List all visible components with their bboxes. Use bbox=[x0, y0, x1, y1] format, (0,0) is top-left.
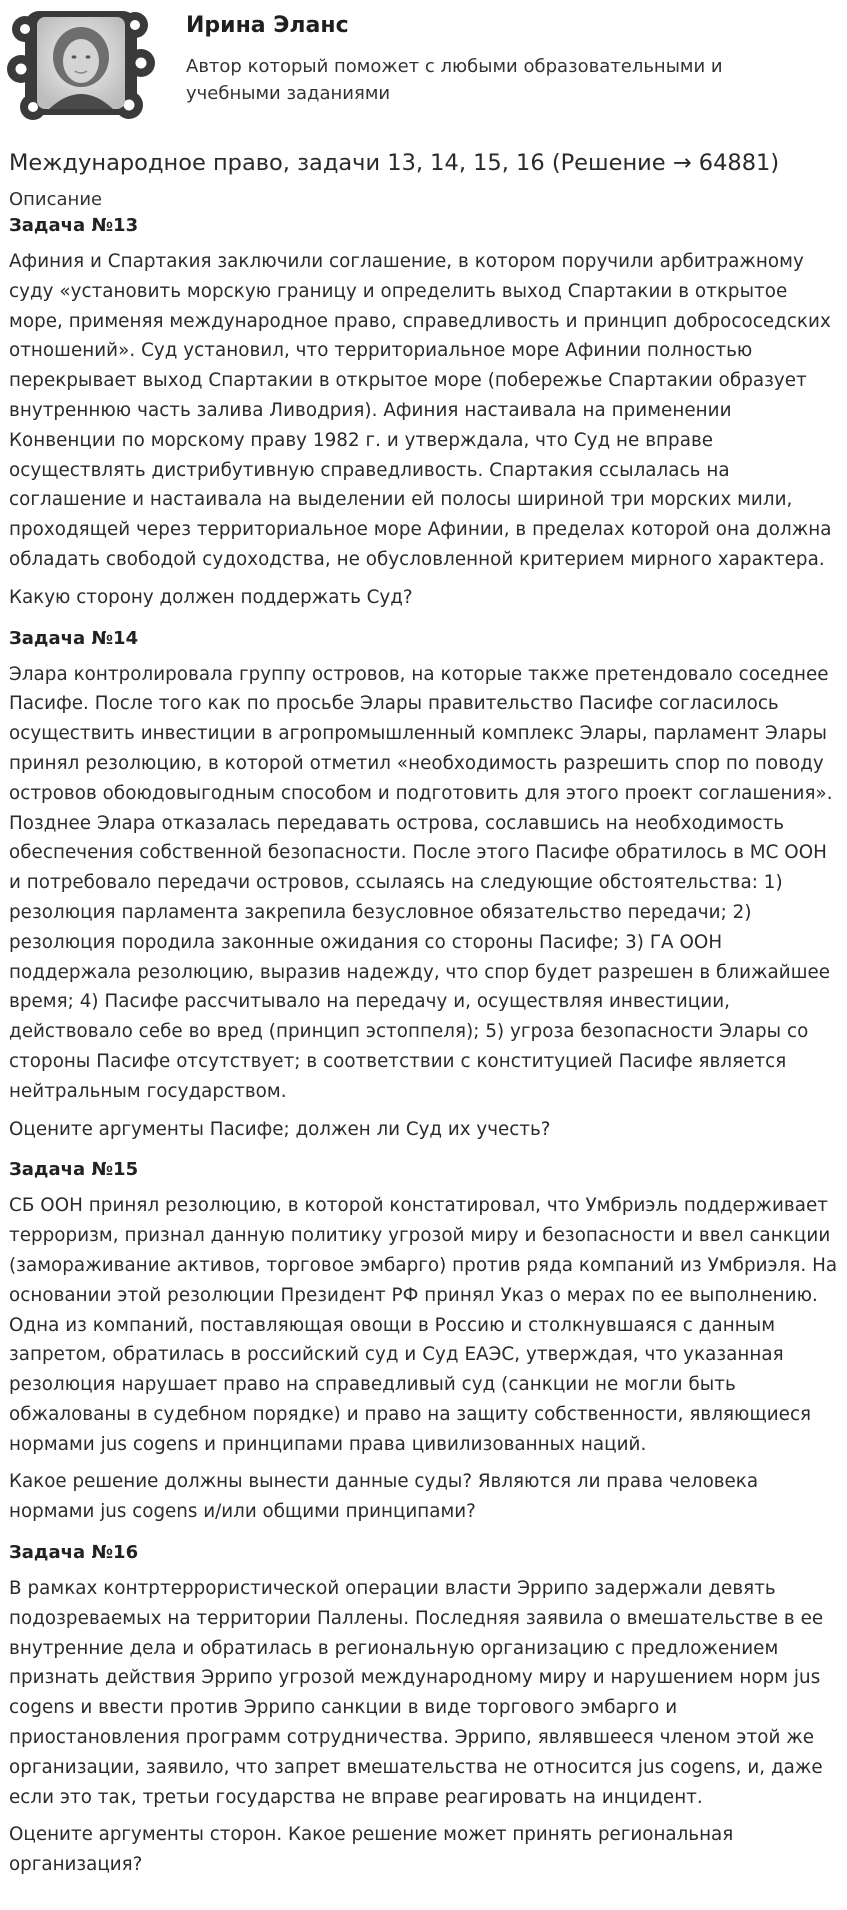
film-frame-avatar-icon bbox=[7, 7, 155, 125]
author-name[interactable]: Ирина Эланс bbox=[186, 13, 349, 38]
task-body: СБ ООН принял резолюцию, в которой констатировал, что Умбриэль поддерживает терроризм, признал данную политику угрозой миру и безопасности и ввел санкции (замораживание активов, торговое эмбарго) против ряда компаний из Умбриэля. На основании этой резолюции Президент РФ принял Указ о мерах по ее выполнению. Одна из компаний, поставляющая овощи в Россию и столкнувшаяся с данным запретом, обратилась в российский суд и Суд ЕАЭС, утверждая, что указанная резолюция нарушает право на справедливый суд (санкции не могли быть обжалованы в судебном порядке) и право на защиту собственности, являющиеся нормами jus cogens и принципами права цивилизованных наций. bbox=[9, 1195, 838, 1455]
task-body: Афиния и Спартакия заключили соглашение, в котором поручили арбитражному суду «установить морскую границу и определить выход Спартакии в открытое море, применяя международное право, справедливость и принцип добрососедских отношений». Суд установил, что территориальное море Афинии полностью перекрывает выход Спартакии в открытое море (побережье Спартакии образует внутреннюю часть залива Ливодрия). Афиния настаивала на применении Конвенции по морскому праву 1982 г. и утверждала, что Суд не вправе осуществлять дистрибутивную справедливость. Спартакия ссылалась на соглашение и настаивала на выделении ей полосы шириной три морских мили, проходящей через территориальное море Афинии, в пределах которой она должна обладать свободой судоходства, не обусловленной критерием мирного характера. bbox=[9, 251, 832, 570]
page-title: Международное право, задачи 13, 14, 15, 16 (Решение → 64881) bbox=[9, 150, 780, 176]
task-question: Оцените аргументы сторон. Какое решение может принять региональная организация? bbox=[9, 1824, 734, 1876]
task-question: Оцените аргументы Пасифе; должен ли Суд их учесть? bbox=[9, 1118, 551, 1140]
task-heading: Задача №14 bbox=[9, 627, 139, 649]
author-description: Автор который поможет с любыми образовательными и учебными заданиями bbox=[186, 56, 723, 104]
task-heading: Задача №13 bbox=[9, 215, 139, 236]
task-heading: Задача №15 bbox=[9, 1159, 139, 1181]
task-content bbox=[9, 187, 844, 1893]
task-13 bbox=[9, 213, 844, 613]
task-question: Какую сторону должен поддержать Суд? bbox=[9, 586, 413, 608]
task-15 bbox=[9, 1157, 844, 1527]
task-16 bbox=[9, 1540, 844, 1880]
author-header bbox=[0, 0, 847, 128]
author-avatar[interactable] bbox=[7, 7, 155, 125]
description-label: Описание bbox=[9, 189, 103, 210]
task-question: Какое решение должны вынести данные суды? Являются ли права человека нормами jus cogens и/или общими принципами? bbox=[9, 1471, 759, 1523]
task-14 bbox=[9, 626, 844, 1145]
task-body: Элара контролировала группу островов, на которые также претендовало соседнее Пасифе. После того как по просьбе Элары правительство Пасифе согласилось осуществить инвестиции в агропромышленный комплекс Элары, парламент Элары принял резолюцию, в которой отметил «необходимость разрешить спор по поводу островов обоюдовыгодным способом и подготовить для этого проект соглашения». Позднее Элара отказалась передавать острова, сославшись на необходимость обеспечения собственной безопасности. После этого Пасифе обратилось в МС ООН и потребовало передачи островов, ссылаясь на следующие обстоятельства: 1) резолюция парламента закрепила безусловное обязательство передачи; 2) резолюция породила законные ожидания со стороны Пасифе; 3) ГА ООН поддержала резолюцию, выразив надежду, что спор будет разрешен в ближайшее время; 4) Пасифе рассчитывало на передачу и, осуществляя инвестиции, действовало себе во вред (принцип эстоппеля); 5) угроза безопасности Элары со стороны Пасифе отсутствует; в соответствии с конституцией Пасифе является нейтральным государством. bbox=[9, 663, 833, 1102]
task-heading: Задача №16 bbox=[9, 1542, 139, 1564]
task-body: В рамках контртеррористической операции власти Эррипо задержали девять подозреваемых на территории Паллены. Последняя заявила о вмешательстве в ее внутренние дела и обратилась в региональную организацию с предложением признать действия Эррипо угрозой международному миру и нарушением норм jus cogens и ввести против Эррипо санкции в виде торгового эмбарго и приостановления программ сотрудничества. Эррипо, являвшееся членом этой же организации, заявило, что запрет вмешательства не относится jus cogens, и, даже если это так, третьи государства не вправе реагировать на инцидент. bbox=[9, 1578, 824, 1808]
